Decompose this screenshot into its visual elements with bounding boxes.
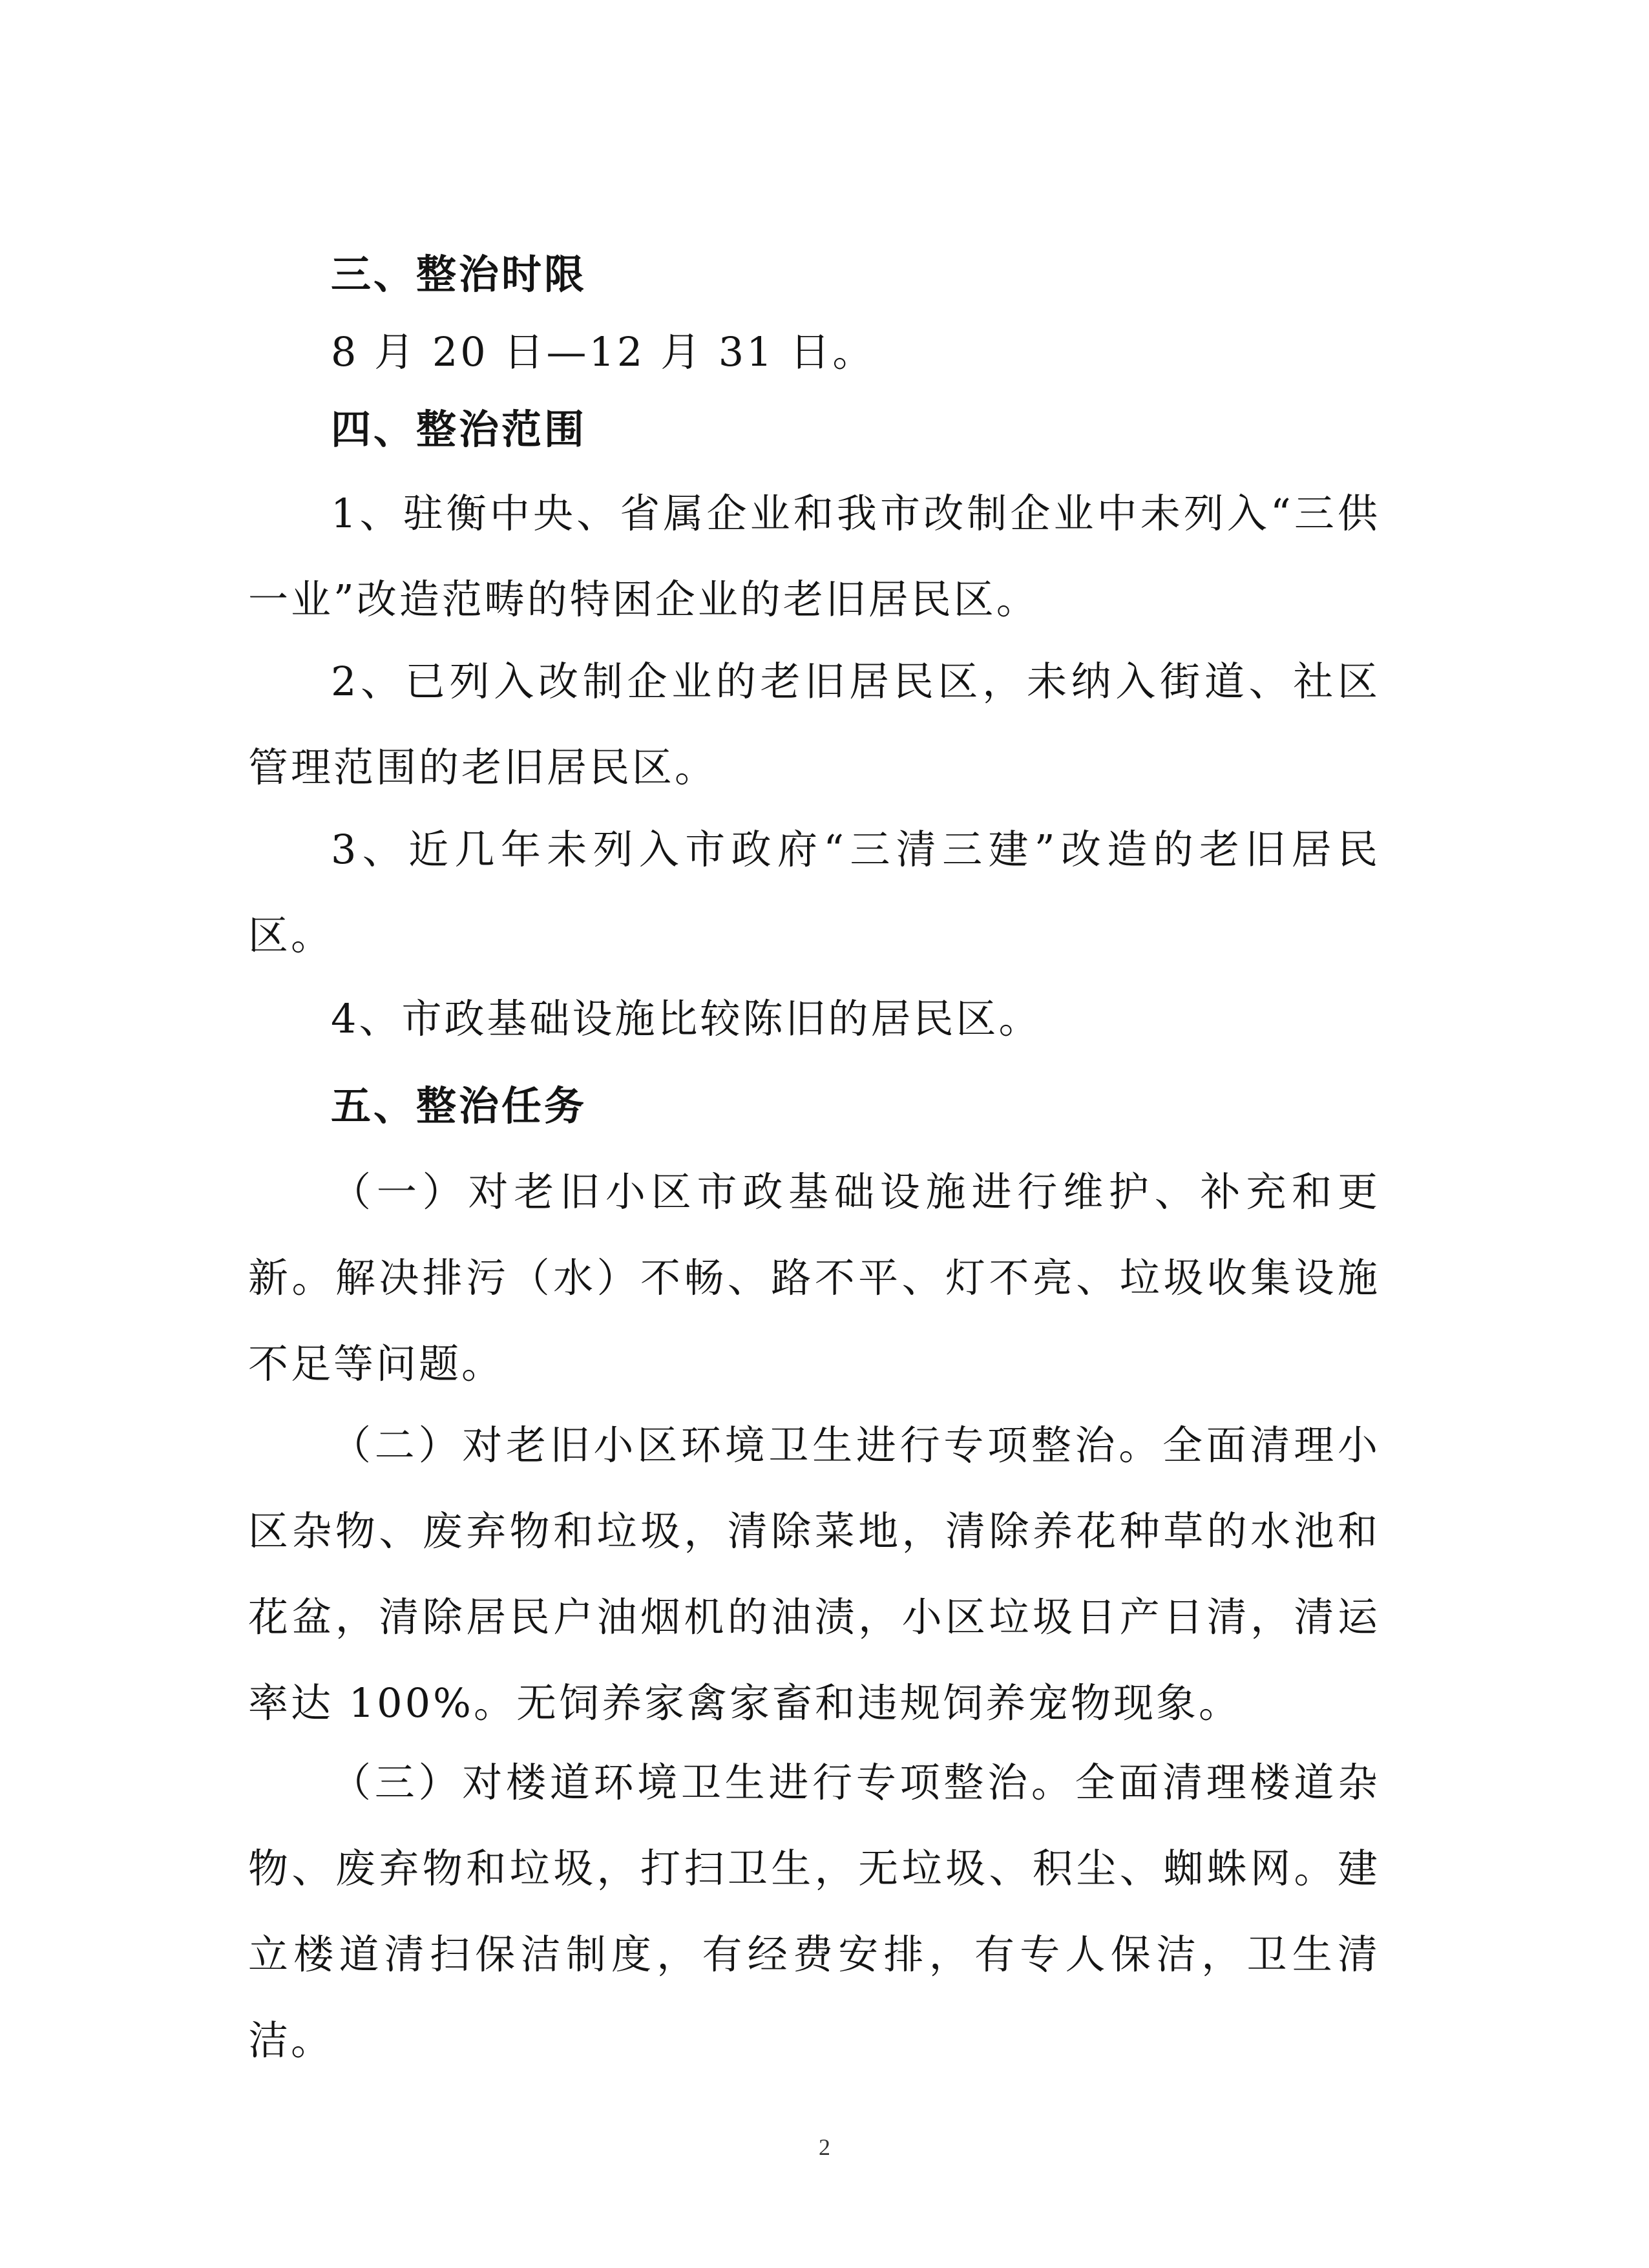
scope-item-3: 3、近几年未列入市政府“三清三建”改造的老旧居民区。 [248,826,1380,959]
scope-item-4: 4、市政基础设施比较陈旧的居民区。 [331,995,1042,1042]
scope-item-1: 1、驻衡中央、省属企业和我市改制企业中未列入“三供一业”改造范畴的特困企业的老旧居民区。 [248,490,1380,623]
section-heading-tasks: 五、整治任务 [331,1082,587,1129]
task-item-2: （二）对老旧小区环境卫生进行专项整治。全面清理小区杂物、废弃物和垃圾，清除菜地，清除养花种草的水池和花盆，清除居民户油烟机的油渍，小区垃圾日产日清，清运率达 100%。无饲养家禽家畜和违规饲养宠物现象。 [248,1422,1380,1727]
scope-item-2: 2、已列入改制企业的老旧居民区，未纳入街道、社区管理范围的老旧居民区。 [248,658,1380,791]
page-number: 2 [819,2134,830,2160]
section-heading-time-limit: 三、整治时限 [331,251,587,298]
task-item-3: （三）对楼道环境卫生进行专项整治。全面清理楼道杂物、废弃物和垃圾，打扫卫生，无垃圾、积尘、蜘蛛网。建立楼道清扫保洁制度，有经费安排，有专人保洁，卫生清洁。 [248,1759,1380,2064]
task-item-1: （一）对老旧小区市政基础设施进行维护、补充和更新。解决排污（水）不畅、路不平、灯不亮、垃圾收集设施不足等问题。 [248,1168,1380,1387]
section-heading-scope: 四、整治范围 [331,406,587,453]
time-limit-period: 8 月 20 日—12 月 31 日。 [331,328,876,375]
